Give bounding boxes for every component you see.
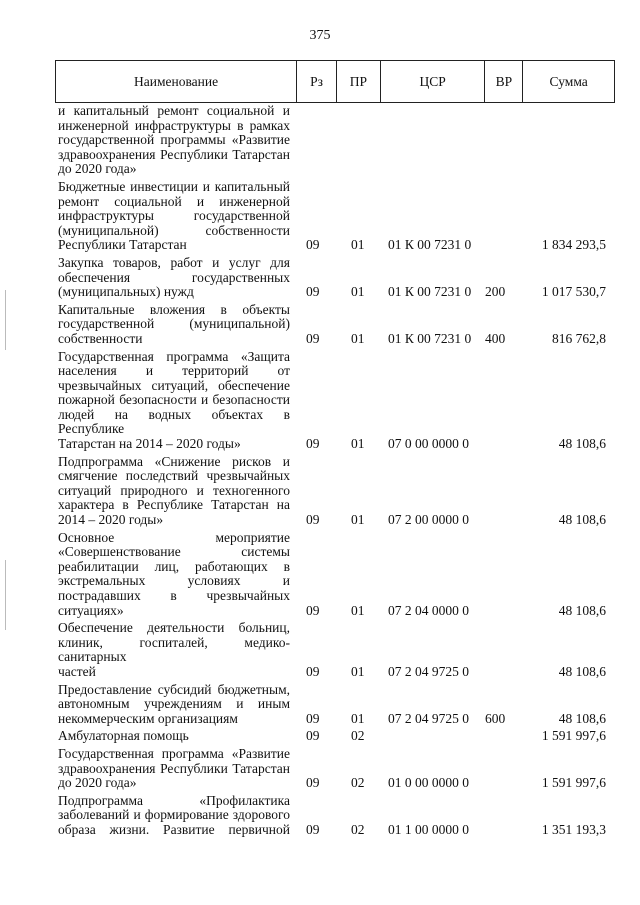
cell-sum: 48 108,6 xyxy=(558,663,606,679)
row-name-line: клиник, госпиталей, медико-санитарных xyxy=(58,634,290,665)
row-name-line: населения и территорий от xyxy=(58,363,290,379)
row-values xyxy=(58,665,612,680)
row-name-line: некоммерческим организациям xyxy=(58,710,238,726)
row-name-line: частей xyxy=(58,663,96,679)
cell-pr: 01 xyxy=(351,663,365,679)
cell-rz: 09 xyxy=(306,710,320,726)
col-header-csr: ЦСР xyxy=(380,61,485,102)
row-name-line: пожарной безопасности и безопасности xyxy=(58,392,290,408)
cell-csr: 07 2 04 0000 0 xyxy=(388,602,469,618)
cell-csr: 01 К 00 7231 0 xyxy=(388,284,472,300)
row-name-line: обеспечения государственных xyxy=(58,269,290,285)
row-name-line: чрезвычайных ситуаций, обеспечение xyxy=(58,377,290,393)
cell-sum: 48 108,6 xyxy=(558,512,606,528)
cell-sum: 1 591 997,6 xyxy=(541,775,606,791)
cell-csr: 07 2 00 0000 0 xyxy=(388,512,469,528)
margin-mark xyxy=(5,560,6,630)
row-values xyxy=(58,162,612,177)
row-values xyxy=(58,729,612,744)
col-header-rz: Рз xyxy=(296,61,336,102)
row-name-line: Капитальные вложения в объекты xyxy=(58,301,290,317)
row-name-line: (муниципальных) нужд xyxy=(58,284,194,300)
col-header-pr: ПР xyxy=(336,61,380,102)
cell-rz: 09 xyxy=(306,330,320,346)
row-name-line: (муниципальной) собственности xyxy=(58,222,290,238)
table-row xyxy=(58,256,612,300)
row-name-line: Закупка товаров, работ и услуг для xyxy=(58,254,290,270)
cell-csr: 01 0 00 0000 0 xyxy=(388,775,469,791)
cell-rz: 09 xyxy=(306,436,320,452)
row-values xyxy=(58,238,612,253)
row-name-line: характера в Республике Татарстан на xyxy=(58,497,290,513)
row-name-line: Предоставление субсидий бюджетным, xyxy=(58,681,290,697)
cell-pr: 01 xyxy=(351,710,365,726)
cell-pr: 02 xyxy=(351,821,365,837)
row-name-line: инженерной инфраструктуры в рамках xyxy=(58,117,290,133)
row-name-line: ситуаций природного и техногенного xyxy=(58,482,290,498)
table-header xyxy=(55,60,615,103)
row-values xyxy=(58,285,612,300)
table-row xyxy=(58,455,612,528)
margin-mark xyxy=(5,290,6,350)
row-values xyxy=(58,776,612,791)
table-row xyxy=(58,729,612,744)
table-row xyxy=(58,104,612,177)
cell-csr: 01 1 00 0000 0 xyxy=(388,821,469,837)
table-body xyxy=(58,104,612,841)
row-name-line: инфраструктуры государственной xyxy=(58,208,290,224)
row-name-line: образа жизни. Развитие первичной xyxy=(58,821,290,837)
row-name-line: 2014 – 2020 годы» xyxy=(58,512,164,528)
row-name-line: заболеваний и формирование здорового xyxy=(58,807,290,823)
table-row xyxy=(58,180,612,253)
cell-pr: 02 xyxy=(351,728,365,744)
cell-vr: 200 xyxy=(485,284,506,300)
cell-sum: 48 108,6 xyxy=(558,436,606,452)
row-name-line: пострадавших в чрезвычайных xyxy=(58,588,290,603)
row-name-line: Государственная программа «Защита xyxy=(58,348,290,364)
cell-csr: 01 К 00 7231 0 xyxy=(388,237,472,253)
col-header-sum: Сумма xyxy=(522,61,614,102)
row-name-line: Бюджетные инвестиции и капитальный xyxy=(58,178,290,194)
cell-sum: 1 834 293,5 xyxy=(541,237,606,253)
row-name-line: Татарстан на 2014 – 2020 годы» xyxy=(58,436,241,452)
table-row xyxy=(58,621,612,679)
cell-rz: 09 xyxy=(306,512,320,528)
page-number: 375 xyxy=(309,28,331,43)
col-header-vr: ВР xyxy=(484,61,522,102)
row-name-line: и капитальный ремонт социальной и xyxy=(58,103,290,118)
col-header-name: Наименование xyxy=(134,73,219,89)
table-row xyxy=(58,794,612,838)
row-name-line: Амбулаторная помощь xyxy=(58,728,189,744)
cell-csr: 01 К 00 7231 0 xyxy=(388,330,472,346)
row-name-line: экстремальных условиях и xyxy=(58,573,290,589)
cell-csr: 07 2 04 9725 0 xyxy=(388,663,469,679)
cell-pr: 01 xyxy=(351,237,365,253)
cell-sum: 48 108,6 xyxy=(558,710,606,726)
row-name-line: ситуациях» xyxy=(58,602,124,618)
row-name-line: Подпрограмма «Снижение рисков и xyxy=(58,453,290,469)
cell-rz: 09 xyxy=(306,237,320,253)
cell-rz: 09 xyxy=(306,821,320,837)
row-name-line: Республики Татарстан xyxy=(58,237,187,253)
cell-vr: 400 xyxy=(485,330,506,346)
table-row xyxy=(58,303,612,347)
cell-rz: 09 xyxy=(306,602,320,618)
row-name-line: Подпрограмма «Профилактика xyxy=(58,792,290,808)
row-name-line: смягчение последствий чрезвычайных xyxy=(58,468,290,484)
cell-rz: 09 xyxy=(306,284,320,300)
cell-pr: 02 xyxy=(351,775,365,791)
cell-rz: 09 xyxy=(306,728,320,744)
row-name-line: государственной (муниципальной) xyxy=(58,316,290,332)
cell-csr: 07 2 04 9725 0 xyxy=(388,710,469,726)
row-name-line: автономным учреждениям и иным xyxy=(58,696,290,712)
cell-pr: 01 xyxy=(351,284,365,300)
row-name-line: Государственная программа «Развитие xyxy=(58,745,290,761)
row-values xyxy=(58,823,612,838)
cell-sum: 1 591 997,6 xyxy=(541,728,606,744)
cell-pr: 01 xyxy=(351,512,365,528)
cell-pr: 01 xyxy=(351,330,365,346)
cell-vr: 600 xyxy=(485,710,506,726)
row-name-line: здравоохранения Республики Татарстан xyxy=(58,760,290,776)
row-name-line: до 2020 года» xyxy=(58,161,137,177)
row-name-line: реабилитации лиц, работающих в xyxy=(58,558,290,574)
table-row xyxy=(58,683,612,727)
cell-sum: 816 762,8 xyxy=(552,330,606,346)
cell-sum: 48 108,6 xyxy=(558,602,606,618)
cell-csr: 07 0 00 0000 0 xyxy=(388,436,469,452)
row-values xyxy=(58,332,612,347)
row-name-line: собственности xyxy=(58,330,143,346)
cell-sum: 1 017 530,7 xyxy=(541,284,606,300)
row-name-line: здравоохранения Республики Татарстан xyxy=(58,146,290,162)
table-row xyxy=(58,531,612,619)
table-row xyxy=(58,350,612,452)
row-values xyxy=(58,711,612,726)
row-name-line: ремонт социальной и инженерной xyxy=(58,193,290,209)
table-row xyxy=(58,747,612,791)
row-values xyxy=(58,513,612,528)
row-name-line: людей на водных объектах в Республике xyxy=(58,406,290,437)
cell-pr: 01 xyxy=(351,436,365,452)
row-name-line: «Совершенствование системы xyxy=(58,544,290,560)
row-name-line: Обеспечение деятельности больниц, xyxy=(58,620,290,636)
cell-rz: 09 xyxy=(306,663,320,679)
row-values xyxy=(58,603,612,618)
row-name-line: до 2020 года» xyxy=(58,775,137,791)
cell-rz: 09 xyxy=(306,775,320,791)
row-values xyxy=(58,437,612,452)
row-name-line: Основное мероприятие xyxy=(58,529,290,545)
cell-sum: 1 351 193,3 xyxy=(541,821,606,837)
cell-pr: 01 xyxy=(351,602,365,618)
row-name-line: государственной программы «Развитие xyxy=(58,132,290,148)
